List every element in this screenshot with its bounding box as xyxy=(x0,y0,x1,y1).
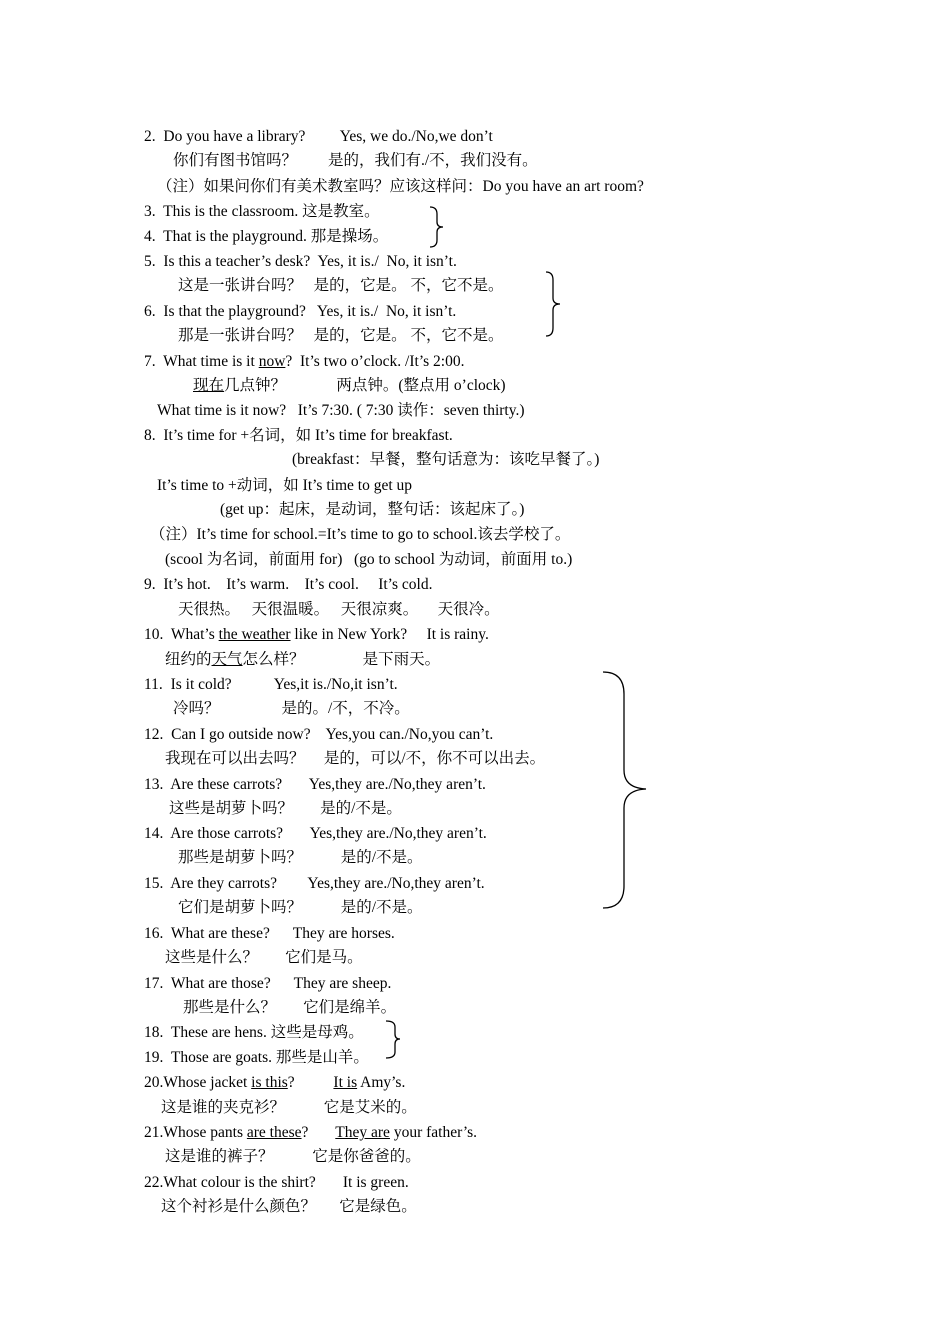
item-8: 8. It’s time for +名词，如 It’s time for breakfast. xyxy=(144,427,453,444)
item-5-translation: 这是一张讲台吗？ 是的，它是。 不，它不是。 xyxy=(178,277,504,294)
item-13-translation: 这些是胡萝卜吗？ 是的/不是。 xyxy=(169,800,402,817)
item-9: 9. It’s hot. It’s warm. It’s cool. It’s cold. xyxy=(144,576,433,593)
item-21-translation: 这是谁的裤子？ 它是你爸爸的。 xyxy=(165,1148,421,1165)
brace-items-11-15 xyxy=(600,670,650,910)
note-school: （注）It’s time for school.=It’s time to go to school.该去学校了。 xyxy=(150,526,571,543)
item-14-translation: 那些是胡萝卜吗？ 是的/不是。 xyxy=(178,849,423,866)
item-11: 11. Is it cold? Yes,it is./No,it isn’t. xyxy=(144,676,398,693)
note-art-room: （注）如果问你们有美术教室吗？应该这样问：Do you have an art room? xyxy=(157,178,644,195)
item-21: 21.Whose pants are these? They are your father’s. xyxy=(144,1124,478,1141)
item-12: 12. Can I go outside now? Yes,you can./No,you can’t. xyxy=(144,726,494,743)
item-16-translation: 这些是什么？ 它们是马。 xyxy=(165,949,363,966)
item-18: 18. These are hens. 这些是母鸡。 xyxy=(144,1024,364,1041)
item-7: 7. What time is it now? It’s two o’clock. /It’s 2:00. xyxy=(144,353,465,370)
item-2-translation: 你们有图书馆吗？ 是的，我们有./不，我们没有。 xyxy=(173,152,538,169)
item-8-note-breakfast: (breakfast：早餐，整句话意为：该吃早餐了。) xyxy=(292,451,600,468)
item-15-translation: 它们是胡萝卜吗？ 是的/不是。 xyxy=(178,899,423,916)
item-7-translation: 现在几点钟？ 两点钟。(整点用 o’clock) xyxy=(193,377,506,394)
item-11-translation: 冷吗？ 是的。/不，不冷。 xyxy=(173,700,410,717)
item-3: 3. This is the classroom. 这是教室。 xyxy=(144,203,380,220)
note-school-explain: (scool 为名词，前面用 for) (go to school 为动词，前面用 to.) xyxy=(165,551,573,568)
item-20-translation: 这是谁的夹克衫？ 它是艾米的。 xyxy=(161,1099,417,1116)
item-17: 17. What are those? They are sheep. xyxy=(144,975,392,992)
item-4: 4. That is the playground. 那是操场。 xyxy=(144,228,389,245)
item-8-time-to: It’s time to +动词，如 It’s time to get up xyxy=(157,477,413,494)
item-5: 5. Is this a teacher’s desk? Yes, it is./ No, it isn’t. xyxy=(144,253,457,270)
brace-items-3-4 xyxy=(428,206,448,248)
item-7-example: What time is it now? It’s 7:30. ( 7:30 读作：seven thirty.) xyxy=(157,402,525,419)
item-22-translation: 这个衬衫是什么颜色？ 它是绿色。 xyxy=(161,1198,417,1215)
brace-items-5-6 xyxy=(544,271,564,337)
item-19: 19. Those are goats. 那些是山羊。 xyxy=(144,1049,369,1066)
item-9-translation: 天很热。 天很温暖。 天很凉爽。 天很冷。 xyxy=(178,601,500,618)
item-17-translation: 那些是什么？ 它们是绵羊。 xyxy=(183,999,397,1016)
item-15: 15. Are they carrots? Yes,they are./No,they aren’t. xyxy=(144,875,485,892)
item-8-note-get-up: (get up：起床，是动词，整句话：该起床了。) xyxy=(220,501,525,518)
item-22: 22.What colour is the shirt? It is green. xyxy=(144,1174,409,1191)
item-12-translation: 我现在可以出去吗？ 是的，可以/不，你不可以出去。 xyxy=(165,750,546,767)
item-6: 6. Is that the playground? Yes, it is./ No, it isn’t. xyxy=(144,303,457,320)
item-13: 13. Are these carrots? Yes,they are./No,they aren’t. xyxy=(144,776,486,793)
item-10: 10. What’s the weather like in New York? It is rainy. xyxy=(144,626,489,643)
brace-items-18-19 xyxy=(384,1020,404,1060)
item-6-translation: 那是一张讲台吗？ 是的，它是。 不，它不是。 xyxy=(178,327,504,344)
item-10-translation: 纽约的天气怎么样？ 是下雨天。 xyxy=(165,651,441,668)
item-14: 14. Are those carrots? Yes,they are./No,they aren’t. xyxy=(144,825,487,842)
item-2: 2. Do you have a library? Yes, we do./No,we don’t xyxy=(144,128,493,145)
item-16: 16. What are these? They are horses. xyxy=(144,925,395,942)
item-20: 20.Whose jacket is this? It is Amy’s. xyxy=(144,1074,406,1091)
